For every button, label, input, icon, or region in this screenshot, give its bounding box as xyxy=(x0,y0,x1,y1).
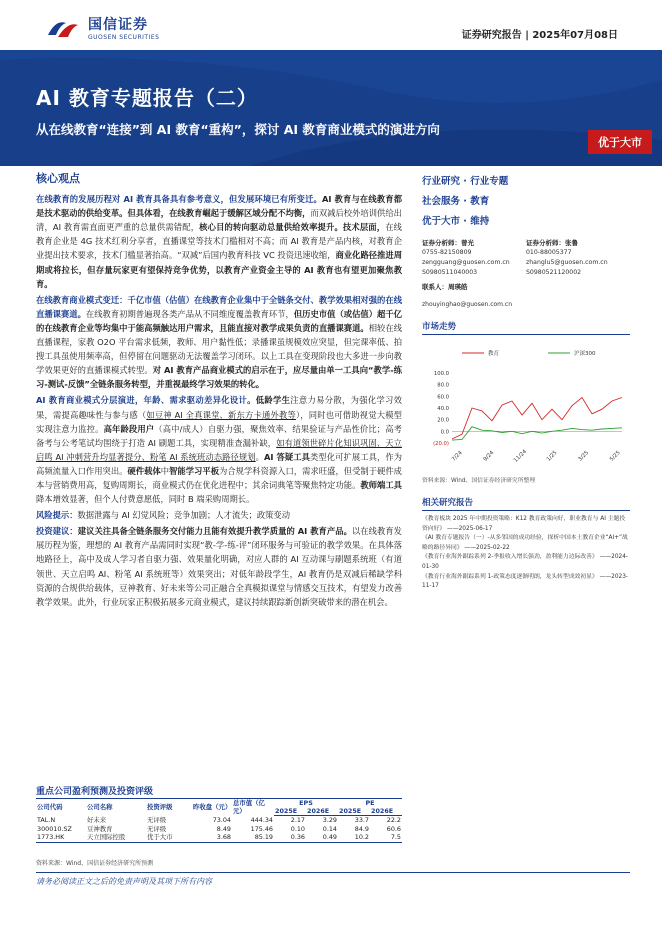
report-subtitle: 从在线教育“连接”到 AI 教育“重构”，探讨 AI 教育商业模式的演进方向 xyxy=(36,122,440,137)
cell-name: 天立国际控股 xyxy=(86,833,146,842)
text-run: 而双减后校外培训供给出清，AI 教育需直面更严重的总量供需错配， xyxy=(36,208,402,233)
text-run: 低龄学生 xyxy=(255,395,291,406)
cell-mcap: 175.46 xyxy=(250,824,273,833)
cell-price: 73.04 xyxy=(212,815,231,824)
cell-pe-2026: 7.5 xyxy=(370,833,402,842)
market-trend-heading: 市场走势 xyxy=(422,320,630,335)
text-run: AI 教育与在线教育都是技术驱动的供给变革。但具体看，在线教育崛起于缓解区域分配不均衡， xyxy=(36,194,402,219)
col-name: 公司名称 xyxy=(86,799,146,816)
core-views-section xyxy=(36,172,402,611)
text-run: 数据泄露与 AI 幻觉风险；竞争加剧；人才流失；政策变动 xyxy=(77,510,291,521)
x-tick-label: 7/24 xyxy=(450,449,464,463)
industry-line-2: 社会服务 · 教育 xyxy=(422,196,490,207)
y-tick-label: 80.0 xyxy=(437,382,449,389)
x-tick-label: 5/25 xyxy=(608,449,622,463)
paragraph-2 xyxy=(36,293,402,392)
text-run: 核心目的转向驱动总量供给效率提升。技术层面， xyxy=(199,222,386,233)
text-run: 在线教育企业是 4G 技术红利分享者，直播课堂等技术门槛相对不高；而 AI 教育是产品内核，对教育企业提出技术要求，技术门槛显著抬高。“双减”后国内教育科技 VC 投资迅速收缩， xyxy=(36,222,402,261)
cell-price: 3.68 xyxy=(192,833,232,842)
cell-name: 豆神教育 xyxy=(87,824,113,833)
paragraph-risk xyxy=(36,508,402,522)
text-run: 智能学习平板 xyxy=(169,465,220,476)
text-run: （高中/成人）自驱力强，聚焦效率、结果验证与产品性价比；高考备考与公考笔试均围绕于打造 AI 刷题工具，实现精准查漏补缺， xyxy=(36,423,402,448)
paragraph-1 xyxy=(36,192,402,291)
cell-pe-2026: 60.6 xyxy=(386,824,401,833)
text-run: 如有道领世碎片化知识巩固、天立启鸣 AI 冲刺营升均显著提分、粉笔 AI 系统班动态路径规划 xyxy=(36,437,402,462)
related-report-item[interactable]: 《教育行业海外跟踪系列 2-季报收入增长强劲，盈利能力边际改善》 ——2024-01-30 xyxy=(422,554,629,570)
contact-email[interactable]: zhouyinghao@guosen.com.cn xyxy=(422,301,513,308)
analyst-phone: 0755-82150809 xyxy=(422,249,472,256)
text-run: 商业化路径推进周期或将拉长，但存量玩家更有望保持竞争优势，以教育产业资金主导的 AI 教育也有望更加聚焦教育。 xyxy=(36,250,402,289)
text-run: 类型化可扩展工具，作为高频流量入口作用突出。 xyxy=(36,451,402,476)
logo-en-text: GUOSEN SECURITIES xyxy=(88,34,160,41)
cell-pe-2025: 10.2 xyxy=(338,833,370,842)
table-row xyxy=(36,833,402,842)
text-run: 建议关注具备全链条服务交付能力且能有效提升教学质量的 AI 教育产品。 xyxy=(77,526,352,537)
cell-eps-2026: 0.14 xyxy=(322,824,337,833)
report-title: AI 教育专题报告（二） xyxy=(36,86,258,110)
trend-chart-svg xyxy=(422,339,630,473)
col-eps-2025: 2025E xyxy=(274,807,306,816)
y-tick-label: 20.0 xyxy=(437,417,449,424)
text-run: 中 xyxy=(160,465,170,476)
table-row xyxy=(36,825,402,834)
cell-eps-2025: 0.36 xyxy=(274,833,306,842)
cell-price: 8.49 xyxy=(216,824,231,833)
text-run: AI 教育商业模式分层演进，年龄、需求驱动差异化设计。 xyxy=(36,395,256,406)
text-run: 在线教育商业模式变迁：千亿市值（估值）在线教育企业集中于全链条交付、教学效果相对强的在线直播课赛道。 xyxy=(36,294,402,319)
related-report-item[interactable]: 《AI 教育专题报告（一）-从多邻国的成功经验，探析中国本土教育企业“AI+”战略的路径异同》 ——2025-02-22 xyxy=(422,535,628,551)
col-price: 昨收盘（元） xyxy=(192,799,232,816)
cell-eps-2026: 3.29 xyxy=(322,816,337,824)
sidebar xyxy=(422,172,630,592)
col-eps-2026: 2026E xyxy=(306,807,338,816)
cell-code: 300010.SZ xyxy=(37,824,72,833)
cell-rating: 优于大市 xyxy=(146,833,192,842)
col-eps: EPS xyxy=(274,799,338,808)
text-run: 注意力易分散，为强化学习效果，需提高趣味性与参与感（ xyxy=(36,395,402,420)
y-tick-label: 60.0 xyxy=(437,394,449,401)
col-pe: PE xyxy=(338,799,402,808)
industry-line-1: 行业研究 · 行业专题 xyxy=(422,176,509,187)
y-tick-label: 40.0 xyxy=(437,406,449,412)
text-run: 。 xyxy=(255,451,265,462)
text-run: 风险提示： xyxy=(36,510,78,521)
analyst-2 xyxy=(526,238,630,278)
col-rating: 投资评级 xyxy=(146,799,192,816)
rating-badge: 优于大市 xyxy=(588,130,652,154)
text-run: ），同时也可借助视觉大模型实现注意力监控。 xyxy=(36,409,402,434)
paragraph-3 xyxy=(36,393,402,506)
cell-eps-2025: 0.10 xyxy=(290,824,305,833)
series-line-education xyxy=(452,398,622,439)
text-run: AI 答疑工具 xyxy=(264,451,310,462)
col-pe-2025: 2025E xyxy=(338,807,370,816)
cell-code: TAL.N xyxy=(37,815,56,824)
market-trend-chart xyxy=(422,339,630,473)
footer-divider xyxy=(36,872,630,873)
related-reports-heading: 相关研究报告 xyxy=(422,496,630,511)
cell-eps-2025: 2.17 xyxy=(290,816,305,824)
analyst-phone: 010-88005377 xyxy=(526,249,572,256)
text-run: 投资建议： xyxy=(36,526,78,537)
table-row xyxy=(36,816,402,825)
paragraph-investment xyxy=(36,524,402,609)
x-tick-label: 11/24 xyxy=(512,448,529,464)
cell-pe-2025: 84.9 xyxy=(354,824,369,833)
cell-pe-2025: 33.7 xyxy=(354,816,369,824)
cell-code: 1773.HK xyxy=(36,833,86,842)
cell-rating: 无评级 xyxy=(147,815,167,824)
y-tick-label: 100.0 xyxy=(433,371,449,377)
analyst-cert: S0980511040003 xyxy=(422,269,478,276)
analyst-email[interactable]: zengguang@guosen.com.cn xyxy=(422,259,510,266)
text-run: 在线教育的发展历程对 AI 教育具备具有参考意义，但发展环境已有所变迁。 xyxy=(36,194,322,205)
logo-cn-text: 国信证券 xyxy=(88,17,148,33)
analyst-1 xyxy=(422,238,526,278)
text-run: 如豆神 AI 全真课堂、新东方卡通外教等 xyxy=(146,409,296,420)
analyst-email[interactable]: zhanglu5@guosen.com.cn xyxy=(526,259,608,266)
industry-line-3: 优于大市 · 维持 xyxy=(422,216,490,227)
legend-label: 沪深300 xyxy=(574,351,596,357)
logo-icon xyxy=(44,15,82,41)
related-report-item[interactable]: 《教育行业海外跟踪系列 1-政策态度逐渐明朗，龙头转型成效初显》 ——2023-11-17 xyxy=(422,573,629,590)
analyst-cert: S0980521120002 xyxy=(526,269,582,276)
cell-pe-2026: 22.2 xyxy=(386,816,401,824)
text-run: 高年龄段用户 xyxy=(103,423,155,434)
col-pe-2026: 2026E xyxy=(370,807,402,816)
chart-source-note: 资料来源：Wind、国信证券经济研究所整理 xyxy=(422,478,536,484)
related-report-item[interactable]: 《教育板块 2025 年中期投资策略：K12 教育政策向好，职业教育与 AI 主题投资向好》 ——2025-06-17 xyxy=(422,516,626,532)
analyst-block xyxy=(422,238,630,278)
table-heading: 重点公司盈利预测及投资评级 xyxy=(36,787,154,797)
y-tick-label: 0.0 xyxy=(440,429,449,436)
x-tick-label: 9/24 xyxy=(482,449,496,463)
text-run: 为合规学科资源入口，需求旺盛，但受制于硬件成本与营销费用高，复购周期长，商业模式仍在优化进程中；其余词典笔等聚焦特定功能。 xyxy=(36,465,402,490)
text-run: 但历史市值（或估值）超千亿的在线教育企业等均集中于能高频触达用户需求，且能直接对教学成果负责的直播课赛道。 xyxy=(36,308,402,333)
text-run: 对 AI 教育产品商业模式的启示在于，应尽量由单一工具向“教学-练习-测试-反馈”全链条服务转型，并重视最终学习效果的转化。 xyxy=(36,365,402,390)
related-reports-list xyxy=(422,515,630,592)
y-tick-label: (20.0) xyxy=(433,441,449,447)
cell-mcap: 444.34 xyxy=(250,815,273,824)
text-run: 相较在线直播课程，家教 O2O 平台需求低频，教师、用户黏性低；录播课虽规模效应突显，但完课率低、拍搜工具虽使用频率高，但停留在问题驱动无法覆盖学习闭环。以上工具在变现阶段也大多进一步向教学效果更好的直播课模式转型。 xyxy=(36,322,402,376)
report-tag: 证券研究报告 | 2025年07月08日 xyxy=(461,30,618,41)
text-run: 教师端工具 xyxy=(360,479,402,490)
analyst-label: 证券分析师：曾光 xyxy=(422,239,474,247)
company-logo xyxy=(44,14,159,41)
analyst-label: 证券分析师：张鲁 xyxy=(526,239,578,247)
col-mcap: 总市值（亿元） xyxy=(232,799,274,816)
cell-eps-2026: 0.49 xyxy=(306,833,338,842)
title-banner xyxy=(0,50,662,166)
cell-rating: 无评级 xyxy=(147,824,167,833)
col-code: 公司代码 xyxy=(36,799,86,816)
table-source-note: 资料来源：Wind、国信证券经济研究所预测 xyxy=(36,860,154,867)
legend-label: 教育 xyxy=(488,351,500,357)
cell-mcap: 85.19 xyxy=(232,833,274,842)
footer-disclaimer: 请务必阅读正文之后的免责声明及其项下所有内容 xyxy=(36,877,212,886)
text-run: 硬件载体 xyxy=(127,465,161,476)
cell-name: 好未来 xyxy=(87,815,107,824)
contact-person: 联系人：周瑛皓 xyxy=(422,283,468,291)
x-tick-label: 3/25 xyxy=(577,449,591,463)
section-heading: 核心观点 xyxy=(36,172,80,185)
text-run: 以在线教育发展历程为鉴，理想的 AI 教育产品需同时实现“教-学-练-评”闭环服务与可验证的教学效果。在具体落地路径上，高中及成人学习者自驱力强、效果量化明确，对应人群的 AI 互动课与刷题系统班（有道领世、天立启鸣 AI、粉笔 AI 系统班等）效果突出；对低年龄段学生，AI 教育仍是双减后稀缺学科资源的合规供给载体，豆神教育、好未来等公司正融合全真模拟课堂与情感交互技术，有望发力改善教学效果。此外，行业玩家正积极拓展多元商业模式，建议持续跟踪新创新突破带来的潜在机会。 xyxy=(36,526,402,607)
text-run: 在线教育初期普遍现各类产品从不同维度覆盖教育环节， xyxy=(85,308,294,319)
text-run: 降本增效显著，但个人付费意愿低，同时 B 端采购周期长。 xyxy=(36,494,255,505)
series-line-csi300 xyxy=(452,427,622,440)
forecast-table xyxy=(36,798,402,843)
x-tick-label: 1/25 xyxy=(545,449,559,463)
